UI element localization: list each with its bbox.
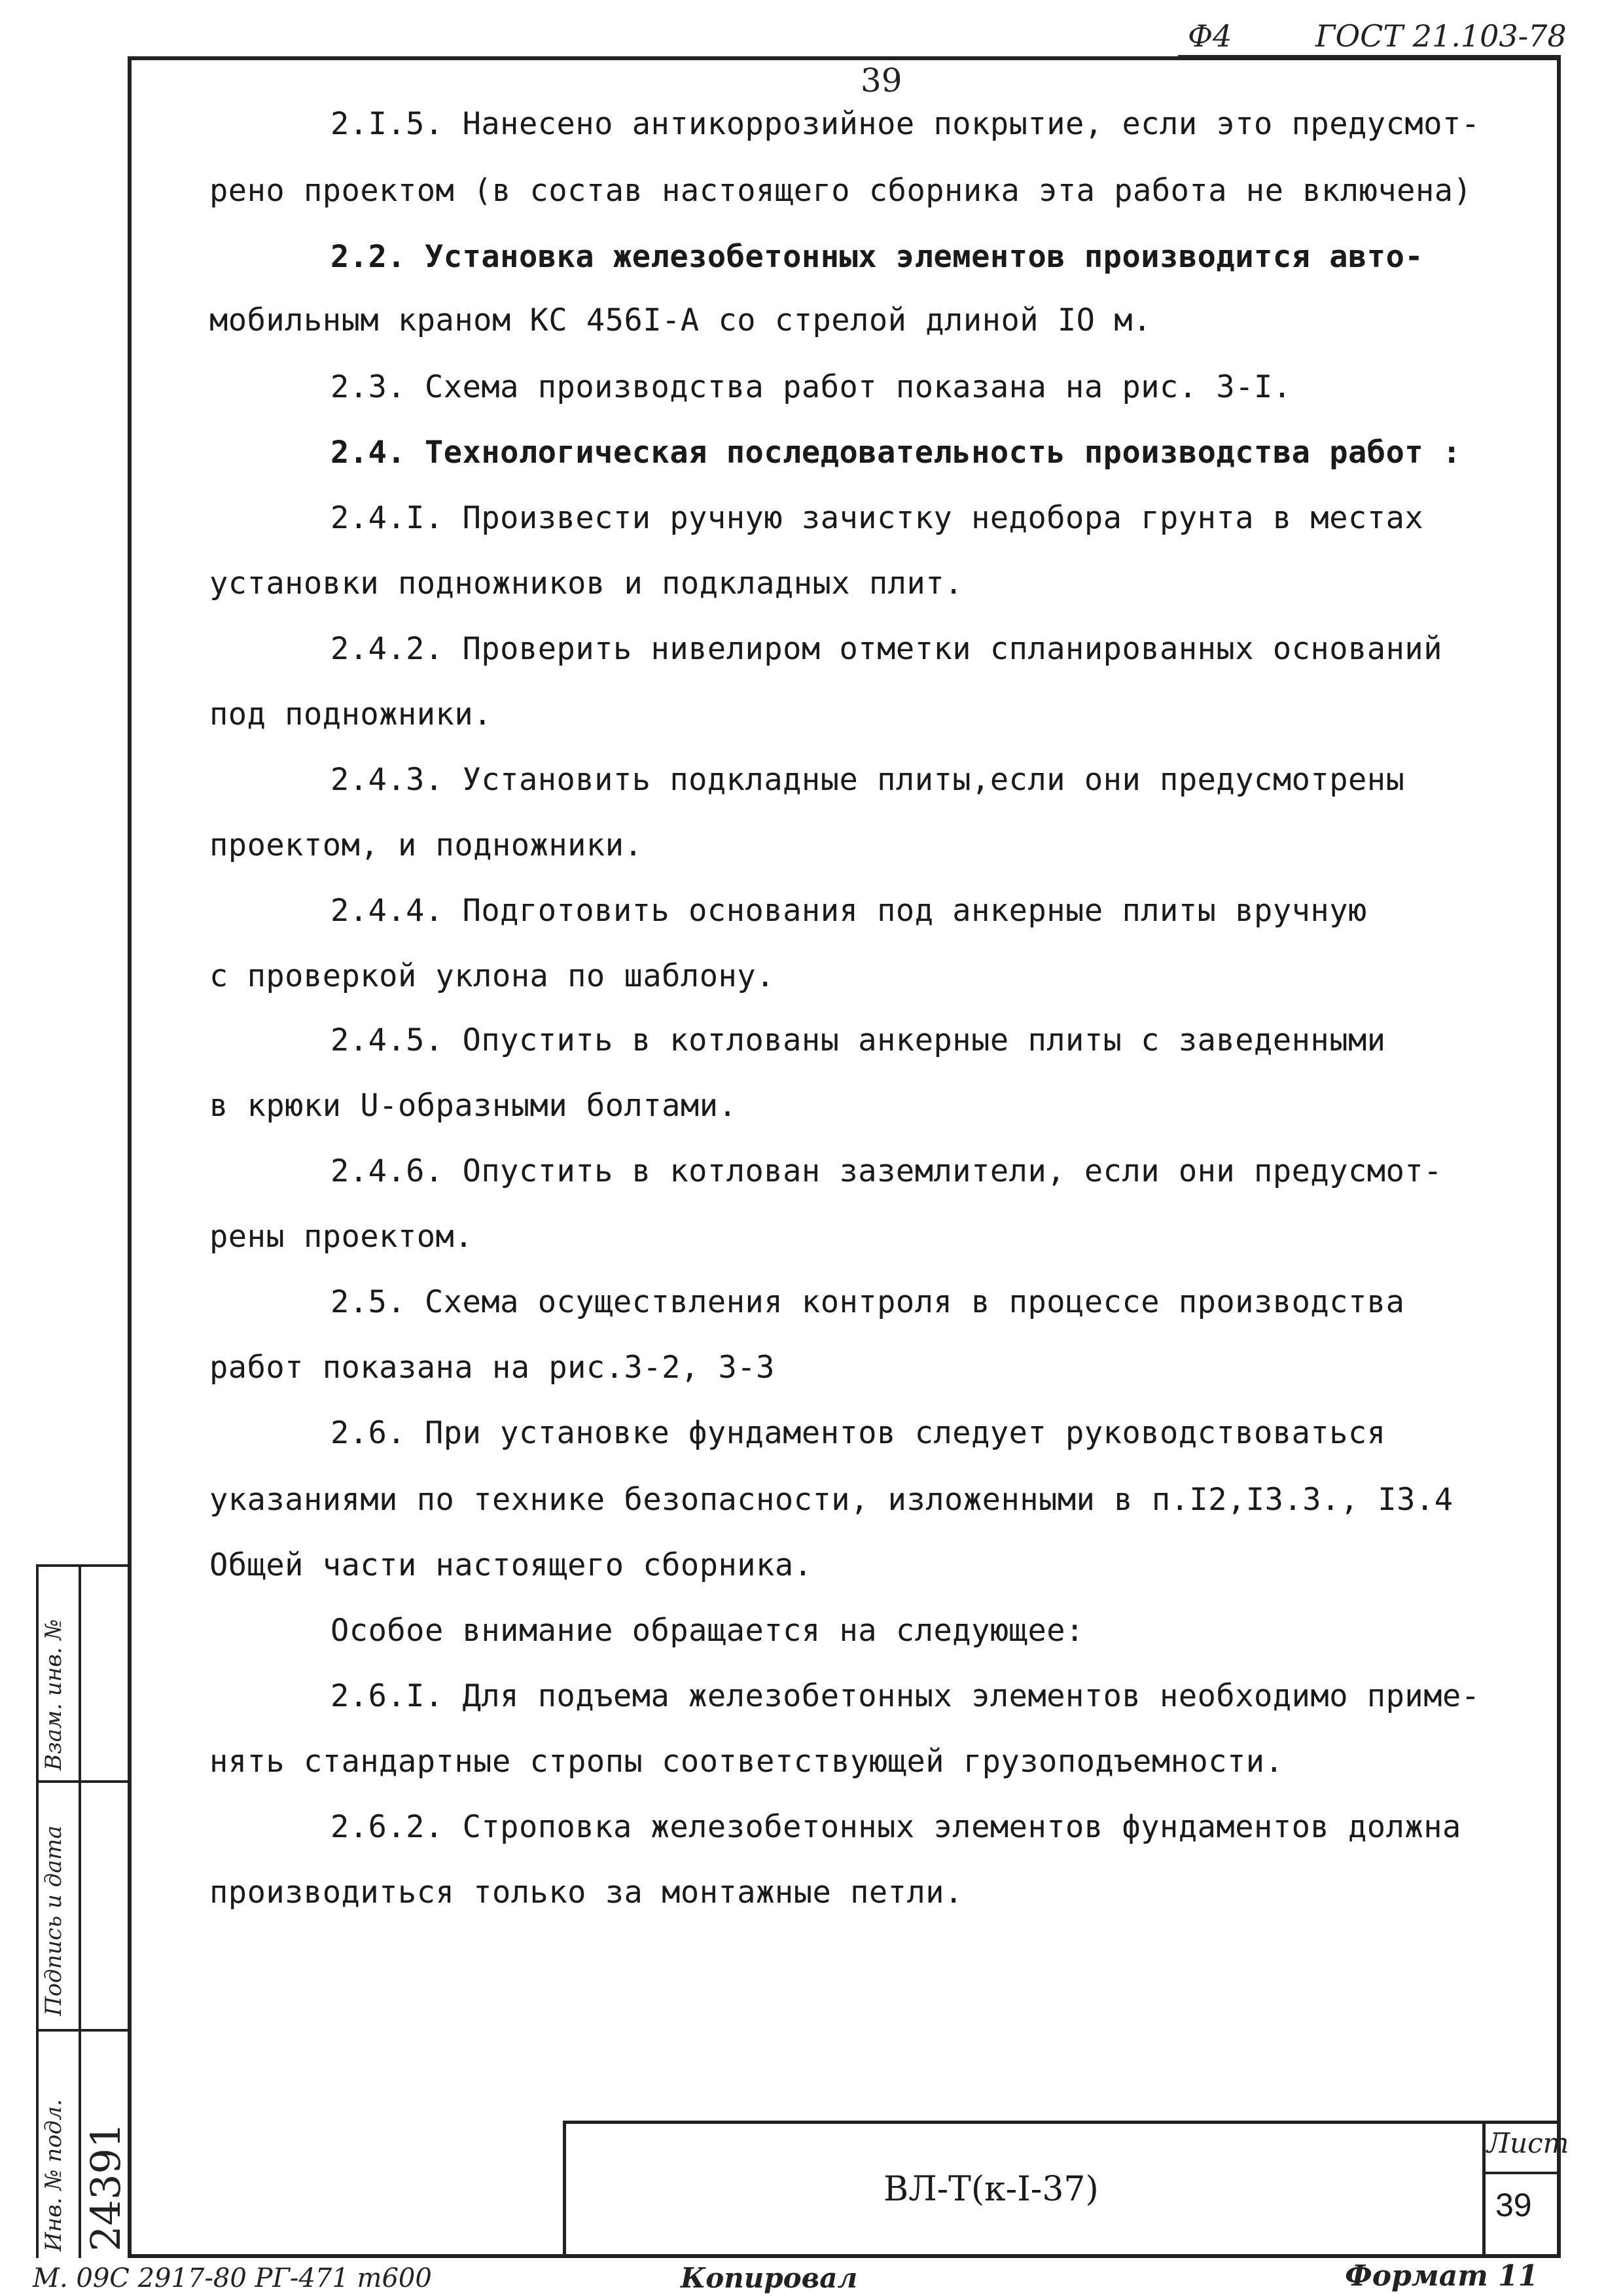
text-line: 2.6.2. Строповка железобетонных элементов фундаментов должна: [330, 1809, 1461, 1845]
text-line: 2.4.2. Проверить нивелиром отметки спланированных оснований: [330, 631, 1442, 667]
stamp-outer-line: [36, 1564, 39, 2258]
stamp-sign-label: Подпись и дата: [41, 1825, 67, 2016]
stamp-vzam-label: Взам. инв. №: [41, 1619, 67, 1770]
text-line: рены проектом.: [209, 1219, 474, 1255]
title-block-sheet-divider: [1482, 2172, 1561, 2174]
frame-left-border: [128, 56, 132, 2258]
text-line: под подножники.: [209, 696, 492, 732]
title-block-left: [563, 2121, 566, 2258]
stamp-inv-number: 24391: [82, 2122, 130, 2251]
stamp-divider-2: [36, 2029, 129, 2032]
text-line: 2.6. При установке фундаментов следует руководствоваться: [330, 1415, 1386, 1451]
sheet-label: Лист: [1487, 2127, 1569, 2159]
footer-copy-label: Копировал: [681, 2262, 858, 2294]
text-line: установки подножников и подкладных плит.: [209, 565, 963, 601]
text-line: 2.5. Схема осуществления контроля в процессе производства: [330, 1284, 1405, 1320]
footer-format-label: Формат 11: [1345, 2259, 1539, 2293]
text-line: с проверкой уклона по шаблону.: [209, 958, 775, 994]
stamp-inv-label: Инв. № подл.: [41, 2099, 67, 2251]
text-line: 2.6.I. Для подъема железобетонных элементов необходимо приме-: [330, 1678, 1480, 1714]
text-line: 2.4.3. Установить подкладные плиты,если они предусмотрены: [330, 762, 1405, 798]
page-number-top: 39: [861, 62, 902, 99]
frame-bottom-border: [128, 2254, 1561, 2258]
text-line: 2.4. Технологическая последовательность производства работ :: [330, 435, 1461, 471]
text-line: нять стандартные стропы соответствующей грузоподъемности.: [209, 1744, 1284, 1780]
text-line: рено проектом (в состав настоящего сборника эта работа не включена): [209, 173, 1472, 209]
stamp-top-line: [36, 1564, 129, 1567]
text-line: 2.2. Установка железобетонных элементов производится авто-: [330, 239, 1424, 275]
text-line: 2.4.6. Опустить в котлован заземлители, если они предусмот-: [330, 1153, 1442, 1189]
text-line: в крюки U-образными болтами.: [209, 1088, 738, 1124]
text-line: 2.3. Схема производства работ показана на рис. 3-I.: [330, 369, 1292, 405]
sheet-number: 39: [1495, 2187, 1532, 2223]
stamp-column-line: [79, 1564, 81, 2258]
text-line: производиться только за монтажные петли.: [209, 1874, 963, 1910]
text-line: 2.4.5. Опустить в котлованы анкерные плиты с заведенными: [330, 1022, 1386, 1058]
text-line: работ показана на рис.3-2, 3-3: [209, 1350, 775, 1386]
gost-label: ГОСТ 21.103-78: [1315, 18, 1567, 54]
text-line: мобильным краном КС 456I-А со стрелой длиной IO м.: [209, 302, 1152, 338]
title-block-top: [563, 2121, 1561, 2124]
footer-registration-note: М. 09С 2917-80 РГ-471 т600: [33, 2263, 432, 2293]
text-line: проектом, и подножники.: [209, 827, 643, 863]
text-line: указаниями по технике безопасности, изложенными в п.I2,I3.3., I3.4: [209, 1482, 1454, 1518]
title-block-divider: [1482, 2121, 1486, 2258]
frame-top-border: [128, 56, 1561, 60]
text-line: Общей части настоящего сборника.: [209, 1547, 813, 1583]
document-code: ВЛ-Т(к-I-37): [883, 2170, 1099, 2209]
text-line: Особое внимание обращается на следующее:: [330, 1613, 1084, 1649]
frame-right-border: [1557, 56, 1561, 2258]
form-number: Ф4: [1188, 18, 1232, 54]
text-line: 2.I.5. Нанесено антикоррозийное покрытие, если это предусмот-: [330, 106, 1480, 142]
text-line: 2.4.4. Подготовить основания под анкерные плиты вручную: [330, 893, 1367, 929]
stamp-divider-1: [36, 1780, 129, 1783]
text-line: 2.4.I. Произвести ручную зачистку недобора грунта в местах: [330, 500, 1424, 536]
